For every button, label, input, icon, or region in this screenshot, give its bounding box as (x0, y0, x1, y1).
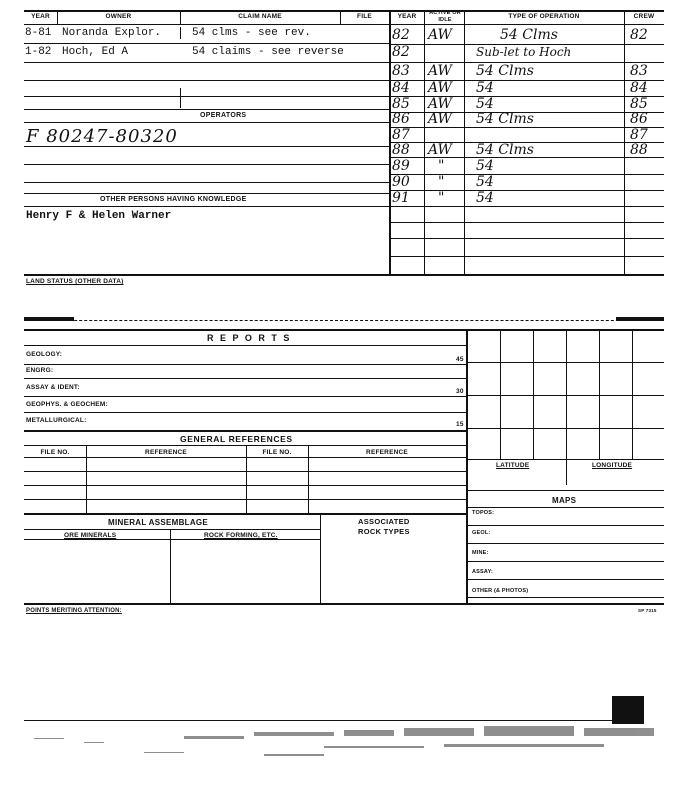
land-status-label: LAND STATUS (OTHER DATA) (26, 278, 124, 285)
mineral-assemblage-heading: MINERAL ASSEMBLAGE (108, 518, 209, 527)
latitude-label: LATITUDE (496, 462, 530, 469)
col-claim-name: CLAIM NAME (238, 13, 282, 20)
col-owner: OWNER (105, 13, 132, 20)
activity-status: AW (428, 27, 452, 43)
activity-crew: 85 (630, 96, 648, 112)
activity-year: 89 (392, 158, 410, 174)
points-meriting-attention: POINTS MERITING ATTENTION: (26, 608, 122, 614)
owner-row-year: 8-81 (25, 27, 52, 39)
reference-heading: REFERENCE (145, 449, 187, 456)
activity-year: 88 (392, 142, 410, 158)
activity-type: 54 Clms (500, 27, 558, 43)
activity-crew: 82 (630, 27, 648, 43)
activity-type: 54 Clms (476, 63, 534, 79)
activity-status: AW (428, 80, 452, 96)
report-geophys: GEOPHYS. & GEOCHEM: (26, 401, 108, 408)
activity-year: 87 (392, 127, 410, 143)
owner-row-year: 1-82 (25, 46, 52, 58)
knowledge-entry: Henry F & Helen Warner (26, 210, 172, 222)
activity-status: " (438, 190, 445, 206)
activity-year: 90 (392, 174, 410, 190)
activity-year: 85 (392, 96, 410, 112)
map-geol: GEOL: (472, 530, 491, 536)
activity-year: 83 (392, 63, 410, 79)
activity-crew: 88 (630, 142, 648, 158)
activity-type: 54 (476, 96, 494, 112)
map-other: OTHER (& PHOTOS) (472, 588, 529, 594)
activity-type: 54 (476, 158, 494, 174)
margin-number: 45 (456, 356, 464, 363)
activity-crew: 83 (630, 63, 648, 79)
report-metallurgical: METALLURGICAL: (26, 417, 87, 424)
file-no-heading: FILE NO. (262, 449, 292, 456)
activity-status: AW (428, 142, 452, 158)
report-engrg: ENGRG: (26, 367, 54, 374)
activity-year: 84 (392, 80, 410, 96)
reports-heading: R E P O R T S (207, 333, 292, 343)
activity-status: " (438, 174, 445, 190)
activity-crew: 86 (630, 111, 648, 127)
operators-heading: OPERATORS (200, 112, 247, 119)
general-references-heading: GENERAL REFERENCES (180, 434, 293, 444)
col-active-idle: ACTIVE OR IDLE (429, 10, 461, 23)
map-mine: MINE: (472, 550, 489, 556)
ore-minerals-heading: ORE MINERALS (64, 532, 117, 539)
report-geology: GEOLOGY: (26, 351, 63, 358)
report-assay: ASSAY & IDENT: (26, 384, 80, 391)
map-topos: TOPOS: (472, 510, 495, 516)
maps-heading: MAPS (552, 496, 577, 505)
col-activity-year: YEAR (397, 13, 417, 20)
owner-row-name: Hoch, Ed A (62, 46, 129, 58)
operators-entry: F 80247-80320 (26, 126, 178, 147)
col-type-operation: TYPE OF OPERATION (508, 13, 580, 20)
activity-type: 54 Clms (476, 111, 534, 127)
owner-row-claim: 54 claims - see reverse (192, 46, 344, 58)
form-number: SP 7315 (638, 608, 657, 613)
margin-number: 15 (456, 421, 464, 428)
activity-year: 86 (392, 111, 410, 127)
rock-forming-heading: ROCK FORMING, ETC. (204, 532, 278, 539)
activity-year: 82 (392, 27, 410, 43)
activity-crew: 84 (630, 80, 648, 96)
knowledge-heading: OTHER PERSONS HAVING KNOWLEDGE (100, 196, 247, 203)
activity-type: Sub-let to Hoch (476, 45, 572, 59)
longitude-label: LONGITUDE (592, 462, 633, 469)
activity-type: 54 (476, 80, 494, 96)
owner-row-claim: 54 clms - see rev. (192, 27, 311, 39)
margin-number: 30 (456, 388, 464, 395)
owner-row-name: Noranda Explor. (62, 27, 162, 39)
activity-year: 91 (392, 190, 410, 206)
activity-status: AW (428, 96, 452, 112)
activity-year: 82 (392, 44, 410, 60)
activity-type: 54 (476, 190, 494, 206)
activity-type: 54 (476, 174, 494, 190)
activity-status: AW (428, 111, 452, 127)
reference-heading: REFERENCE (366, 449, 408, 456)
rock-types-heading: ROCK TYPES (358, 527, 410, 536)
map-assay: ASSAY: (472, 569, 494, 575)
activity-status: AW (428, 63, 452, 79)
associated-heading: ASSOCIATED (358, 517, 410, 526)
col-file: FILE (357, 13, 372, 20)
activity-status: " (438, 158, 445, 174)
col-crew: CREW (633, 13, 655, 20)
activity-crew: 87 (630, 127, 648, 143)
file-no-heading: FILE NO. (40, 449, 70, 456)
col-year: YEAR (31, 13, 50, 20)
activity-type: 54 Clms (476, 142, 534, 158)
